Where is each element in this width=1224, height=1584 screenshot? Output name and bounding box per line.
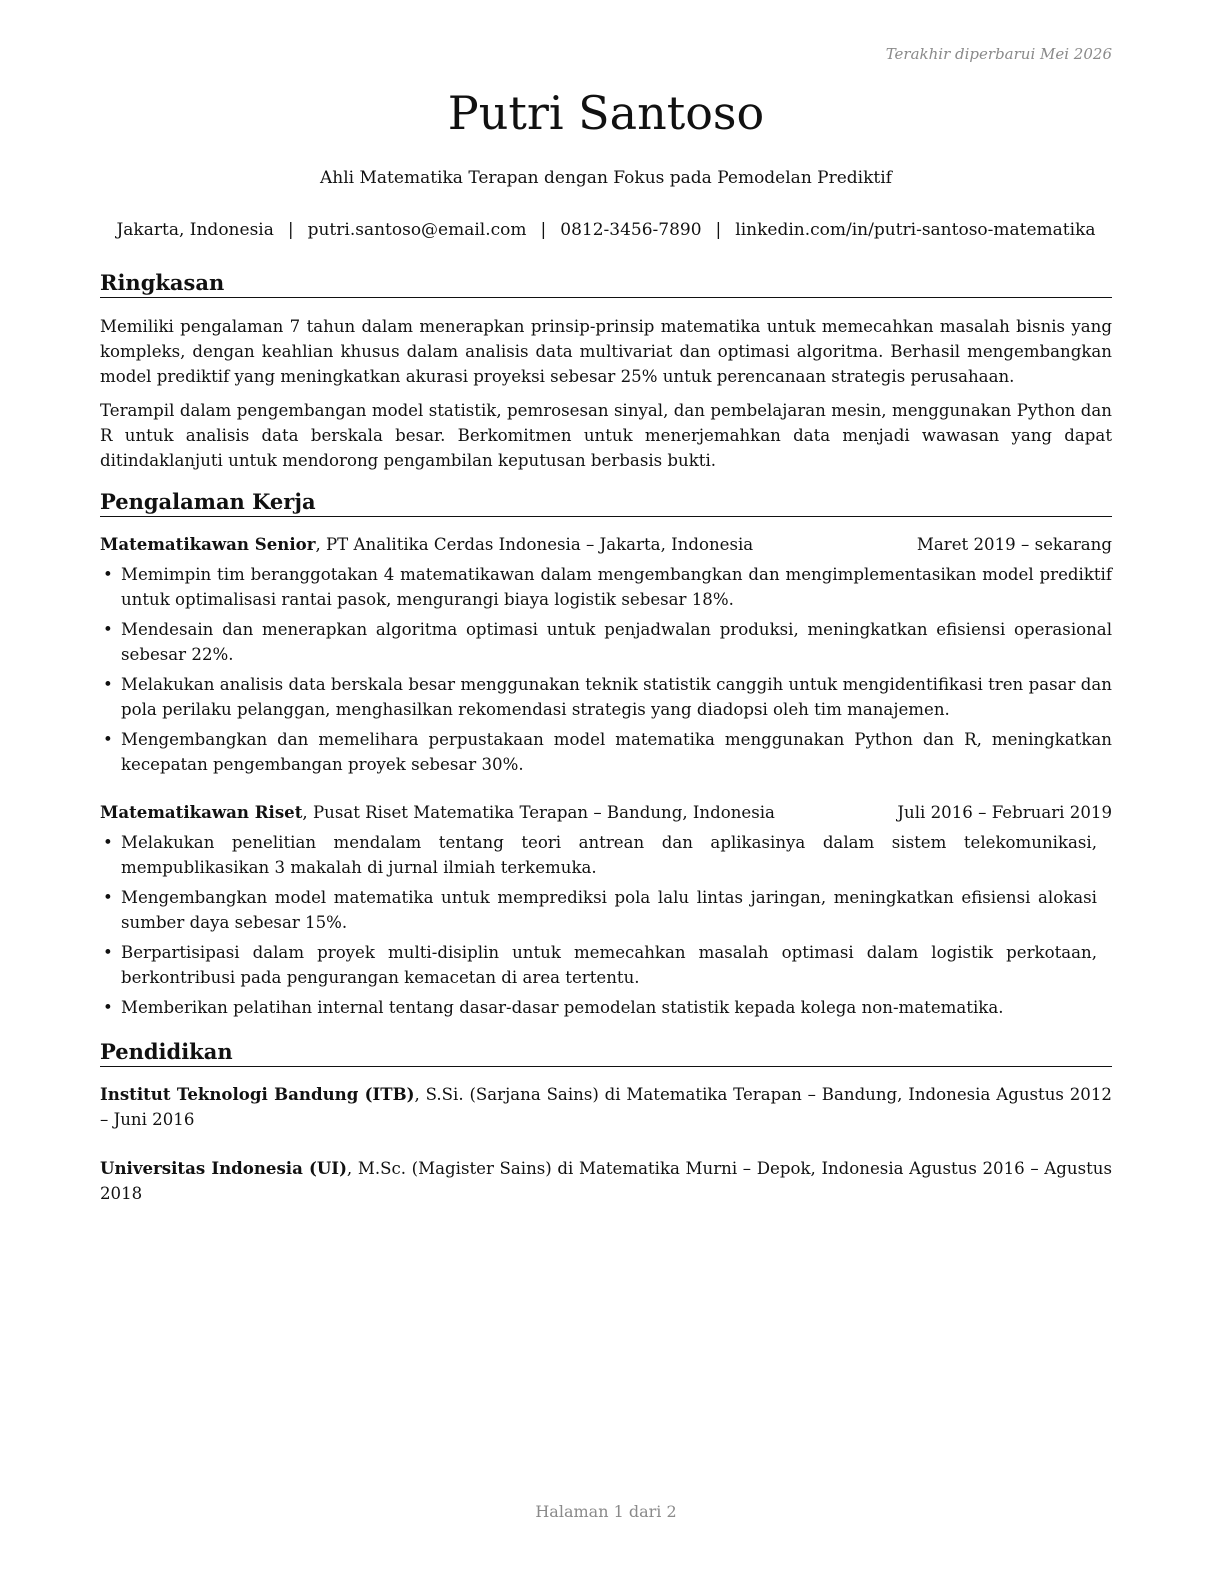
contact-line	[100, 220, 1112, 240]
education-degree: , S.Si. (Sarjana Sains) di Matematika Terapan – Bandung, Indonesia	[414, 1085, 991, 1104]
job-title-line	[100, 800, 775, 825]
candidate-name: Putri Santoso	[447, 86, 765, 140]
list-item: • Melakukan analisis data berskala besar menggunakan teknik statistik canggih untuk mengidentifikasi tren pasar dan pola perilaku pelanggan, menghasilkan rekomendasi strategis yang diadopsi oleh tim manajemen.	[100, 672, 1112, 722]
contact-separator: |	[287, 220, 294, 240]
list-item: • Berpartisipasi dalam proyek multi-disiplin untuk memecahkan masalah optimasi dalam logistik perkotaan, berkontribusi pada pengurangan kemacetan di area tertentu.	[100, 940, 1112, 990]
education-dates: Agustus 2012 – Juni 2016	[100, 1085, 1112, 1129]
job-header	[100, 800, 1112, 825]
job-dates: Maret 2019 – sekarang	[916, 535, 1112, 554]
education-degree: , M.Sc. (Magister Sains) di Matematika Murni – Depok, Indonesia	[346, 1159, 904, 1178]
contact-phone: 0812-3456-7890	[560, 220, 702, 240]
job-role: Matematikawan Senior	[100, 534, 316, 554]
list-item: • Mengembangkan dan memelihara perpustakaan model matematika menggunakan Python dan R, meningkatkan kecepatan pengembangan proyek sebesar 30%.	[100, 727, 1112, 777]
job-bullets	[100, 562, 1112, 782]
education-line	[100, 1156, 1112, 1206]
contact-email[interactable]: putri.santoso@email.com	[307, 220, 527, 240]
job-dates: Juli 2016 – Februari 2019	[897, 803, 1112, 822]
job-header	[100, 532, 1112, 557]
contact-location: Jakarta, Indonesia	[116, 220, 274, 240]
list-item: • Memberikan pelatihan internal tentang dasar-dasar pemodelan statistik kepada kolega non-matematika.	[100, 995, 1112, 1020]
job-org: , Pusat Riset Matematika Terapan – Bandung, Indonesia	[302, 803, 775, 822]
contact-linkedin[interactable]: linkedin.com/in/putri-santoso-matematika	[735, 220, 1096, 240]
education-line	[100, 1082, 1112, 1132]
education-item	[100, 1082, 1112, 1132]
tagline: Ahli Matematika Terapan dengan Fokus pada Pemodelan Prediktif	[320, 168, 892, 188]
contact-separator: |	[540, 220, 547, 240]
resume-page	[100, 0, 1112, 1584]
page-number: Halaman 1 dari 2	[535, 1502, 677, 1521]
section-title-summary: Ringkasan	[100, 270, 1112, 298]
section-title-education: Pendidikan	[100, 1039, 1112, 1067]
list-item: • Mendesain dan menerapkan algoritma optimasi untuk penjadwalan produksi, meningkatkan efisiensi operasional sebesar 22%.	[100, 617, 1112, 667]
list-item: • Melakukan penelitian mendalam tentang teori antrean dan aplikasinya dalam sistem telekomunikasi, mempublikasikan 3 makalah di jurnal ilmiah terkemuka.	[100, 830, 1112, 880]
summary-paragraph: Terampil dalam pengembangan model statistik, pemrosesan sinyal, dan pembelajaran mesin, menggunakan Python dan R untuk analisis data berskala besar. Berkomitmen untuk menerjemahkan data menjadi wawasan yang dapat ditindaklanjuti untuk mendorong pengambilan keputusan berbasis bukti.	[100, 401, 1112, 470]
job-org: , PT Analitika Cerdas Indonesia – Jakarta, Indonesia	[315, 535, 754, 554]
summary-paragraph: Memiliki pengalaman 7 tahun dalam menerapkan prinsip-prinsip matematika untuk memecahkan masalah bisnis yang kompleks, dengan keahlian khusus dalam analisis data multivariat dan optimasi algoritma. Berhasil mengembangkan model prediktif yang meningkatkan akurasi proyeksi sebesar 25% untuk perencanaan strategis perusahaan.	[100, 317, 1112, 386]
education-school: Universitas Indonesia (UI)	[100, 1158, 347, 1178]
list-item: • Mengembangkan model matematika untuk memprediksi pola lalu lintas jaringan, meningkatkan efisiensi alokasi sumber daya sebesar 15%.	[100, 885, 1112, 935]
education-item	[100, 1156, 1112, 1206]
education-school: Institut Teknologi Bandung (ITB)	[100, 1084, 415, 1104]
section-title-experience: Pengalaman Kerja	[100, 489, 1112, 517]
job-title-line	[100, 532, 753, 557]
job-bullets	[100, 830, 1112, 1025]
list-item: • Memimpin tim beranggotakan 4 matematikawan dalam mengembangkan dan mengimplementasikan model prediktif untuk optimalisasi rantai pasok, mengurangi biaya logistik sebesar 18%.	[100, 562, 1112, 612]
last-updated: Terakhir diperbarui Mei 2026	[885, 45, 1112, 63]
job-role: Matematikawan Riset	[100, 802, 303, 822]
contact-separator: |	[715, 220, 722, 240]
education-dates: Agustus 2016 – Agustus 2018	[100, 1159, 1112, 1203]
